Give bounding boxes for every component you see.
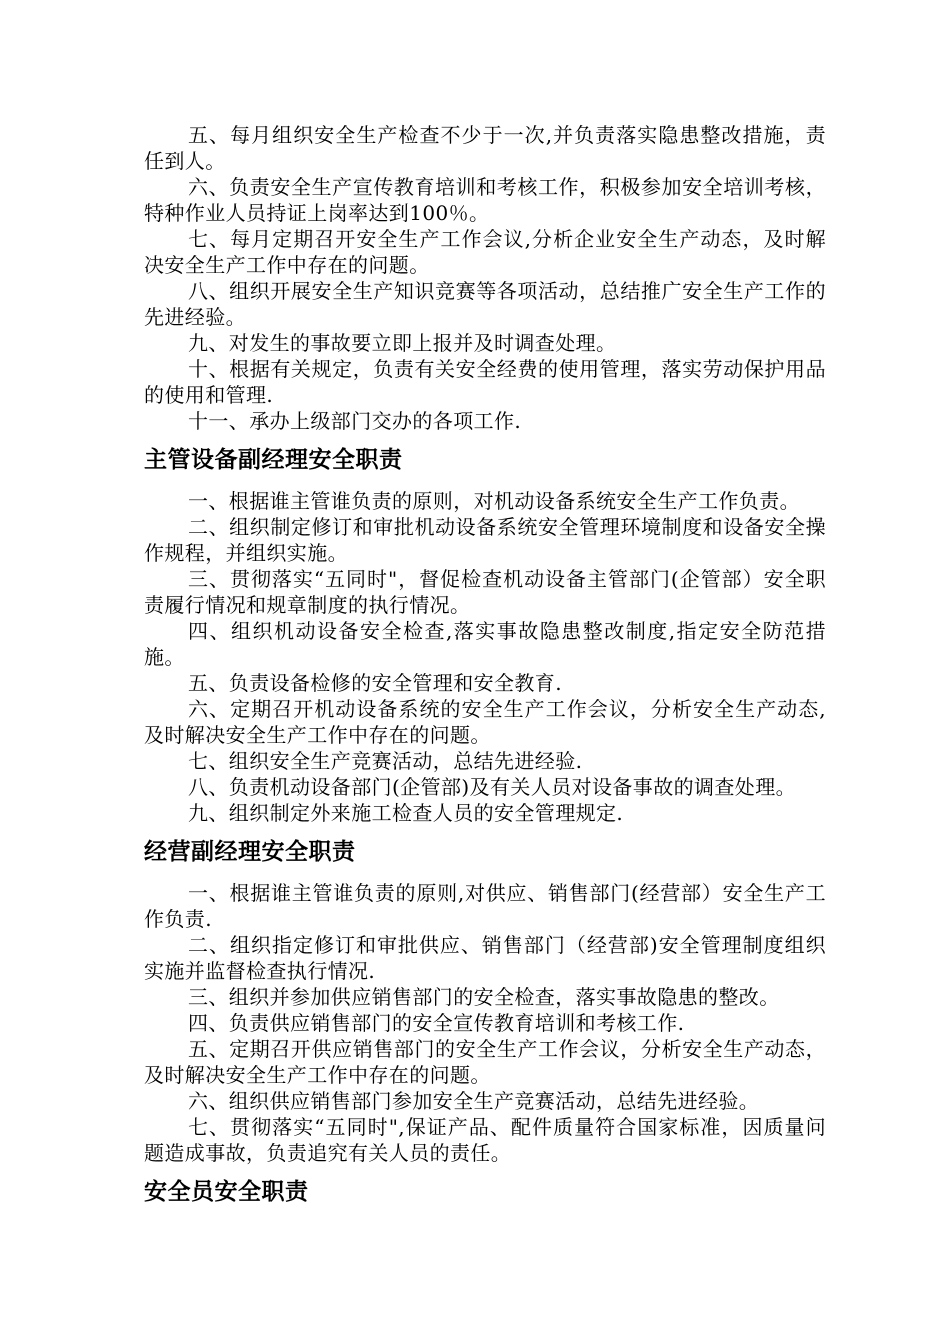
section-heading: 安全员安全职责 [144,1179,309,1205]
duty-paragraph: 十、根据有关规定，负责有关安全经费的使用管理，落实劳动保护用品的使用和管理. [144,357,826,407]
duty-paragraph: 二、组织指定修订和审批供应、销售部门（经营部)安全管理制度组织实施并监督检查执行情况. [144,933,826,983]
duty-paragraph: 五、负责设备检修的安全管理和安全教育. [188,671,562,695]
duty-paragraph: 一、根据谁主管谁负责的原则,对供应、销售部门(经营部）安全生产工作负责. [144,881,826,931]
duty-paragraph: 六、定期召开机动设备系统的安全生产工作会议，分析安全生产动态,及时解决安全生产工作中存在的问题。 [144,697,826,747]
duty-paragraph: 六、负责安全生产宣传教育培训和考核工作，积极参加安全培训考核，特种作业人员持证上岗率达到100％。 [144,175,826,225]
duty-paragraph: 三、组织并参加供应销售部门的安全检查，落实事故隐患的整改。 [188,985,780,1009]
duty-paragraph: 七、组织安全生产竞赛活动，总结先进经验. [188,749,583,773]
duty-paragraph: 七、每月定期召开安全生产工作会议,分析企业安全生产动态，及时解决安全生产工作中存在的问题。 [144,227,826,277]
duty-paragraph: 四、组织机动设备安全检查,落实事故隐患整改制度,指定安全防范措施。 [144,619,826,669]
duty-paragraph: 一、根据谁主管谁负责的原则，对机动设备系统安全生产工作负责。 [188,489,800,513]
section-heading: 主管设备副经理安全职责 [144,447,403,473]
section-equipment-deputy-manager [144,444,826,826]
duty-paragraph: 八、负责机动设备部门(企管部)及有关人员对设备事故的调查处理。 [188,775,797,799]
duty-paragraph: 五、每月组织安全生产检查不少于一次,并负责落实隐患整改措施，责任到人。 [144,123,826,173]
duty-paragraph: 十一、承办上级部门交办的各项工作. [188,409,522,433]
duty-paragraph: 七、贯彻落实“五同时",保证产品、配件质量符合国家标准，因质量问题造成事故，负责追究有关人员的责任。 [144,1115,826,1165]
duty-paragraph: 四、负责供应销售部门的安全宣传教育培训和考核工作. [188,1011,685,1035]
duty-paragraph: 八、组织开展安全生产知识竞赛等各项活动，总结推广安全生产工作的先进经验。 [144,279,826,329]
section-general-duties [144,122,826,434]
duty-paragraph: 五、定期召开供应销售部门的安全生产工作会议，分析安全生产动态，及时解决安全生产工作中存在的问题。 [144,1037,826,1087]
duty-paragraph: 九、对发生的事故要立即上报并及时调查处理。 [188,331,617,355]
duty-paragraph: 三、贯彻落实“五同时"，督促检查机动设备主管部门(企管部）安全职责履行情况和规章制度的执行情况。 [144,567,826,617]
duty-paragraph: 六、组织供应销售部门参加安全生产竞赛活动，总结先进经验。 [188,1089,760,1113]
section-safety-officer [144,1176,826,1208]
section-heading: 经营副经理安全职责 [144,839,356,865]
section-business-deputy-manager [144,836,826,1166]
document-page [144,122,826,1220]
duty-paragraph: 九、组织制定外来施工检查人员的安全管理规定. [188,801,624,825]
duty-paragraph: 二、组织制定修订和审批机动设备系统安全管理环境制度和设备安全操作规程，并组织实施。 [144,515,826,565]
